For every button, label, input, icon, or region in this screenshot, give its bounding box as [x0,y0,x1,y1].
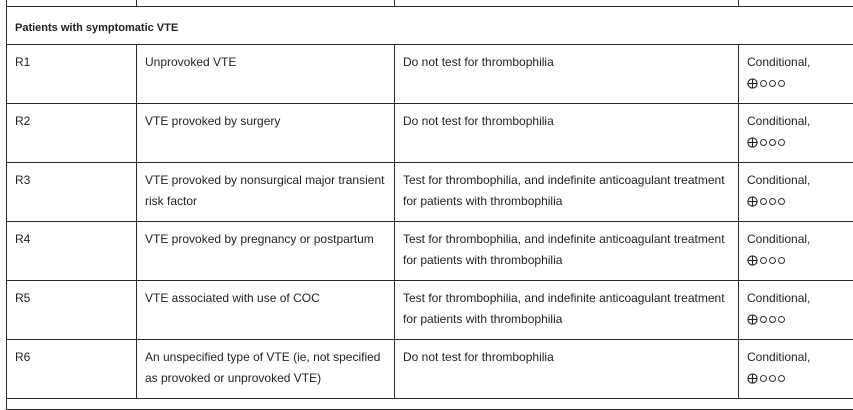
table-row [7,45,853,104]
population-cell: VTE provoked by nonsurgical major transient risk factor [137,163,394,212]
certainty-empty-icon [769,139,776,146]
certainty-filled-icon [747,314,758,325]
certainty-empty-icon [760,80,767,87]
certainty-filled-icon [747,255,758,266]
strength-label: Conditional, [747,229,846,250]
certainty-empty-icon [760,198,767,205]
very-low-certainty-icon [747,196,785,207]
section-title: Patients with symptomatic VTE [7,7,853,39]
recommendation-id: R5 [7,281,136,309]
very-low-certainty-icon [747,78,785,89]
recommendation-cell: Test for thrombophilia, and indefinite anticoagulant treatment for patients with thrombophilia [395,281,738,330]
very-low-certainty-icon [747,373,785,384]
certainty-rating [747,191,846,212]
recommendation-cell: Do not test for thrombophilia [395,104,738,132]
strength-cell [739,222,853,271]
section-header-row [7,7,853,45]
certainty-filled-icon [747,137,758,148]
strength-cell [739,281,853,330]
certainty-rating [747,73,846,94]
certainty-filled-icon [747,196,758,207]
strength-cell [739,104,853,153]
population-cell: VTE associated with use of COC [137,281,394,309]
certainty-empty-icon [778,257,785,264]
population-cell: VTE provoked by pregnancy or postpartum [137,222,394,250]
certainty-rating [747,368,846,389]
certainty-empty-icon [760,316,767,323]
certainty-rating [747,250,846,271]
recommendation-cell: Do not test for thrombophilia [395,45,738,73]
certainty-empty-icon [760,257,767,264]
recommendation-id: R2 [7,104,136,132]
recommendation-id: R6 [7,340,136,368]
table-row [7,222,853,281]
certainty-empty-icon [778,375,785,382]
strength-label: Conditional, [747,52,846,73]
strength-label: Conditional, [747,170,846,191]
population-cell: An unspecified type of VTE (ie, not specified as provoked or unprovoked VTE) [137,340,394,389]
strength-cell [739,340,853,389]
certainty-rating [747,132,846,153]
population-cell: Unprovoked VTE [137,45,394,73]
certainty-empty-icon [778,198,785,205]
certainty-rating [747,309,846,330]
table-row [7,340,853,399]
certainty-empty-icon [769,80,776,87]
strength-cell [739,45,853,94]
recommendation-id: R3 [7,163,136,191]
recommendation-cell: Do not test for thrombophilia [395,340,738,368]
very-low-certainty-icon [747,137,785,148]
table-row-bottom-edge [7,399,853,410]
strength-label: Conditional, [747,111,846,132]
certainty-empty-icon [769,316,776,323]
strength-cell [739,163,853,212]
certainty-filled-icon [747,373,758,384]
certainty-empty-icon [778,139,785,146]
certainty-empty-icon [769,375,776,382]
table-row [7,104,853,163]
certainty-empty-icon [769,257,776,264]
recommendation-id: R1 [7,45,136,73]
table-row [7,163,853,222]
certainty-filled-icon [747,78,758,89]
certainty-empty-icon [760,375,767,382]
strength-label: Conditional, [747,347,846,368]
table-row [7,281,853,340]
very-low-certainty-icon [747,255,785,266]
recommendation-id: R4 [7,222,136,250]
certainty-empty-icon [778,316,785,323]
recommendation-cell: Test for thrombophilia, and indefinite anticoagulant treatment for patients with thrombophilia [395,163,738,212]
very-low-certainty-icon [747,314,785,325]
recommendation-cell: Test for thrombophilia, and indefinite anticoagulant treatment for patients with thrombophilia [395,222,738,271]
population-cell: VTE provoked by surgery [137,104,394,132]
certainty-empty-icon [778,80,785,87]
recommendations-table [6,0,853,410]
certainty-empty-icon [769,198,776,205]
certainty-empty-icon [760,139,767,146]
strength-label: Conditional, [747,288,846,309]
